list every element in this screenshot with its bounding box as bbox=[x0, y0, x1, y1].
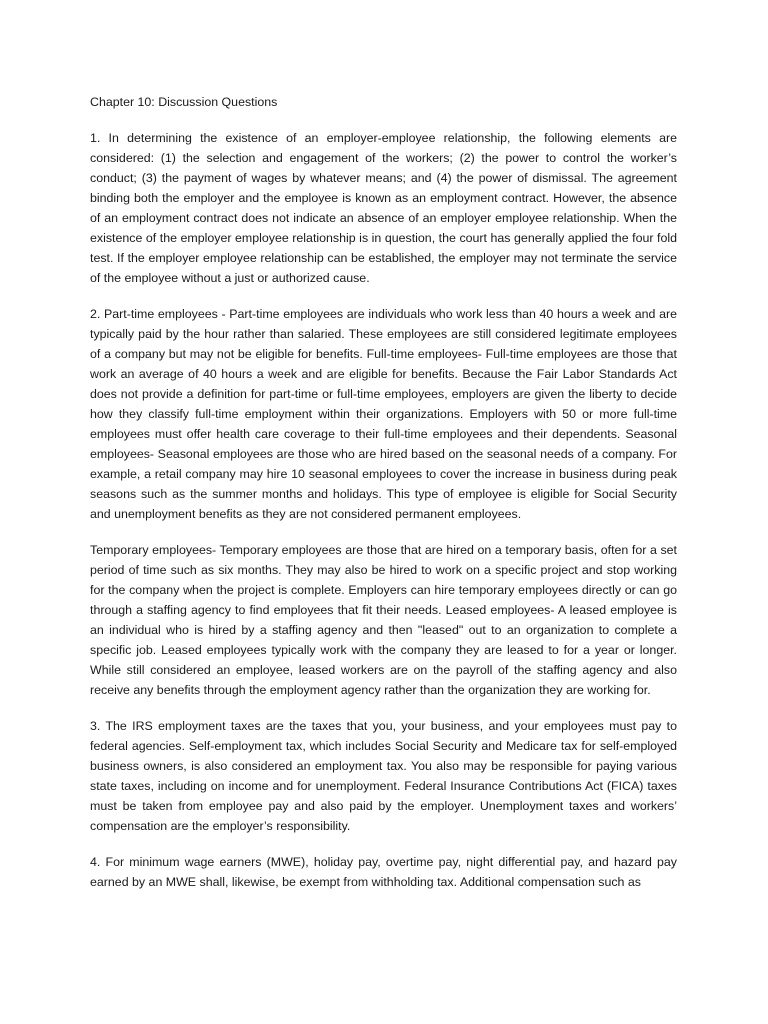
page-title: Chapter 10: Discussion Questions bbox=[90, 95, 278, 109]
document-page bbox=[90, 92, 677, 908]
paragraph-question-1: 1. In determining the existence of an employer-employee relationship, the following elements are considered: (1) the selection and engagement of the workers; (2) the power to control the worker’s conduct; (3) the payment of wages by whatever means; and (4) the power of dismissal. The agreement binding both the employer and the employee is known as an employment contract. However, the absence of an employment contract does not indicate an absence of an employer employee relationship. When the existence of the employer employee relationship is in question, the court has generally applied the four fold test. If the employer employee relationship can be established, the employer may not terminate the service of the employee without a just or authorized cause. bbox=[90, 131, 677, 285]
paragraph-question-3: 3. The IRS employment taxes are the taxes that you, your business, and your employees must pay to federal agencies. Self-employment tax, which includes Social Security and Medicare tax for self-employed business owners, is also considered an employment tax. You also may be responsible for paying various state taxes, including on income and for unemployment. Federal Insurance Contributions Act (FICA) taxes must be taken from employee pay and also paid by the employer. Unemployment taxes and workers’ compensation are the employer’s responsibility. bbox=[90, 719, 677, 833]
paragraph-question-2: 2. Part-time employees - Part-time employees are individuals who work less than 40 hours a week and are typically paid by the hour rather than salaried. These employees are still considered legitimate employees of a company but may not be eligible for benefits. Full-time employees- Full-time employees are those that work an average of 40 hours a week and are eligible for benefits. Because the Fair Labor Standards Act does not provide a definition for part-time or full-time employees, employers are given the liberty to decide how they classify full-time employment within their organizations. Employers with 50 or more full-time employees must offer health care coverage to their full-time employees and their dependents. Seasonal employees- Seasonal employees are those who are hired based on the seasonal needs of a company. For example, a retail company may hire 10 seasonal employees to cover the increase in business during peak seasons such as the summer months and holidays. This type of employee is eligible for Social Security and unemployment benefits as they are not considered permanent employees. bbox=[90, 307, 677, 521]
paragraph-temporary-employees: Temporary employees- Temporary employees are those that are hired on a temporary basis, often for a set period of time such as six months. They may also be hired to work on a specific project and stop working for the company when the project is complete. Employers can hire temporary employees directly or can go through a staffing agency to find employees that fit their needs. Leased employees- A leased employee is an individual who is hired by a staffing agency and then "leased" out to an organization to complete a specific job. Leased employees typically work with the company they are leased to for a year or longer. While still considered an employee, leased workers are on the payroll of the staffing agency and also receive any benefits through the employment agency rather than the organization they are working for. bbox=[90, 543, 677, 697]
paragraph-question-4: 4. For minimum wage earners (MWE), holiday pay, overtime pay, night differential pay, and hazard pay earned by an MWE shall, likewise, be exempt from withholding tax. Additional compensation such as bbox=[90, 855, 677, 889]
